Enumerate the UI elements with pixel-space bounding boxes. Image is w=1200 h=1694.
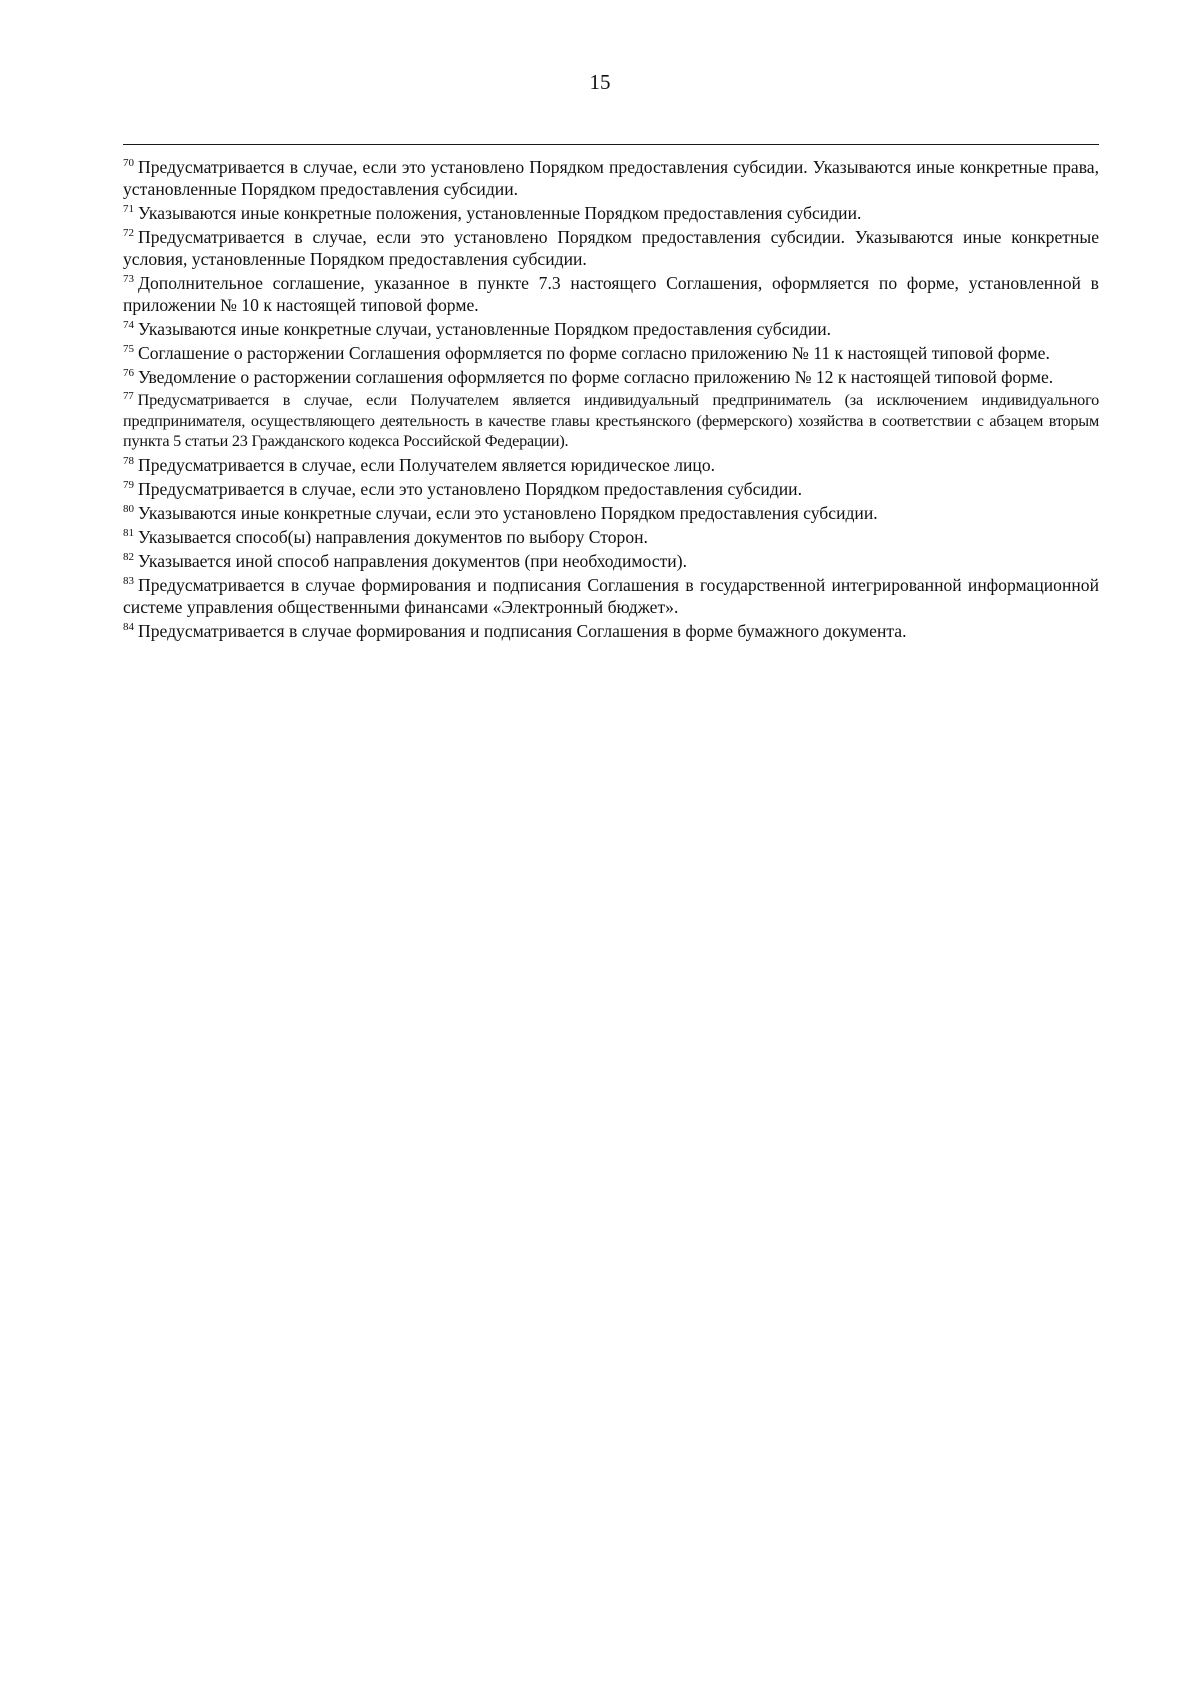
footnote-number: 79 xyxy=(123,478,134,491)
footnote-text: Предусматривается в случае формирования и подписания Соглашения в форме бумажного документа. xyxy=(138,620,907,641)
footnote-text: Уведомление о расторжении соглашения оформляется по форме согласно приложению № 12 к настоящей типовой форме. xyxy=(138,367,1054,387)
footnote-text: Дополнительное соглашение, указанное в пункте 7.3 настоящего Соглашения, оформляется по форме, установленной в приложении № 10 к настоящей типовой форме. xyxy=(123,273,1099,315)
footnote-78 xyxy=(123,454,1099,476)
footnote-text: Указываются иные конкретные положения, установленные Порядком предоставления субсидии. xyxy=(138,203,862,223)
footnote-number: 76 xyxy=(123,367,134,380)
footnote-number: 71 xyxy=(123,203,134,216)
footnote-text: Указываются иные конкретные случаи, если это установлено Порядком предоставления субсидии. xyxy=(138,502,878,523)
footnote-text: Предусматривается в случае формирования и подписания Соглашения в государственной интегрированной информационной системе управления общественными финансами «Электронный бюджет». xyxy=(123,574,1099,617)
footnote-77 xyxy=(123,390,1099,452)
footnote-76 xyxy=(123,366,1099,388)
footnote-75 xyxy=(123,342,1099,364)
footnote-text: Указывается иной способ направления документов (при необходимости). xyxy=(138,550,687,571)
footnote-number: 75 xyxy=(123,343,134,356)
footnote-70 xyxy=(123,156,1099,200)
footnote-number: 77 xyxy=(123,389,134,402)
page-number: 15 xyxy=(589,70,611,94)
footnote-82 xyxy=(123,550,1099,572)
footnote-81 xyxy=(123,526,1099,548)
footnote-number: 78 xyxy=(123,454,134,467)
footnote-number: 81 xyxy=(123,526,134,539)
footnote-73 xyxy=(123,272,1099,316)
footnote-number: 73 xyxy=(123,273,134,286)
footnote-text: Указываются иные конкретные случаи, установленные Порядком предоставления субсидии. xyxy=(138,319,832,339)
footnote-number: 82 xyxy=(123,550,134,563)
footnote-text: Соглашение о расторжении Соглашения оформляется по форме согласно приложению № 11 к настоящей типовой форме. xyxy=(138,343,1050,363)
footnote-text: Предусматривается в случае, если Получателем является индивидуальный предприниматель (за исключением индивидуального предпринимателя, осуществляющего деятельность в качестве главы крестьянского (фермерского) хозяйства в соответствии с абзацем вторым пункта 5 статьи 23 Гражданского кодекса Российской Федерации). xyxy=(123,391,1099,450)
footnote-number: 74 xyxy=(123,319,134,332)
footnote-72 xyxy=(123,226,1099,270)
footnote-text: Предусматривается в случае, если это установлено Порядком предоставления субсидии. Указываются иные конкретные условия, установленные Порядком предоставления субсидии. xyxy=(123,227,1099,269)
footnote-text: Предусматривается в случае, если это установлено Порядком предоставления субсидии. Указываются иные конкретные права, установленные Порядком предоставления субсидии. xyxy=(123,157,1099,199)
footnotes-list xyxy=(123,156,1099,644)
footnote-83 xyxy=(123,574,1099,618)
footnote-number: 80 xyxy=(123,502,134,515)
footnote-79 xyxy=(123,478,1099,500)
footnote-number: 84 xyxy=(123,620,134,633)
footnote-text: Предусматривается в случае, если это установлено Порядком предоставления субсидии. xyxy=(138,478,803,499)
footnote-84 xyxy=(123,620,1099,642)
footnote-74 xyxy=(123,318,1099,340)
footnote-text: Предусматривается в случае, если Получателем является юридическое лицо. xyxy=(138,454,716,475)
footnote-separator xyxy=(123,144,1099,145)
footnote-text: Указывается способ(ы) направления документов по выбору Сторон. xyxy=(138,526,648,547)
footnote-number: 83 xyxy=(123,574,134,587)
footnote-71 xyxy=(123,202,1099,224)
footnote-number: 72 xyxy=(123,227,134,240)
footnote-number: 70 xyxy=(123,157,134,170)
footnote-80 xyxy=(123,502,1099,524)
